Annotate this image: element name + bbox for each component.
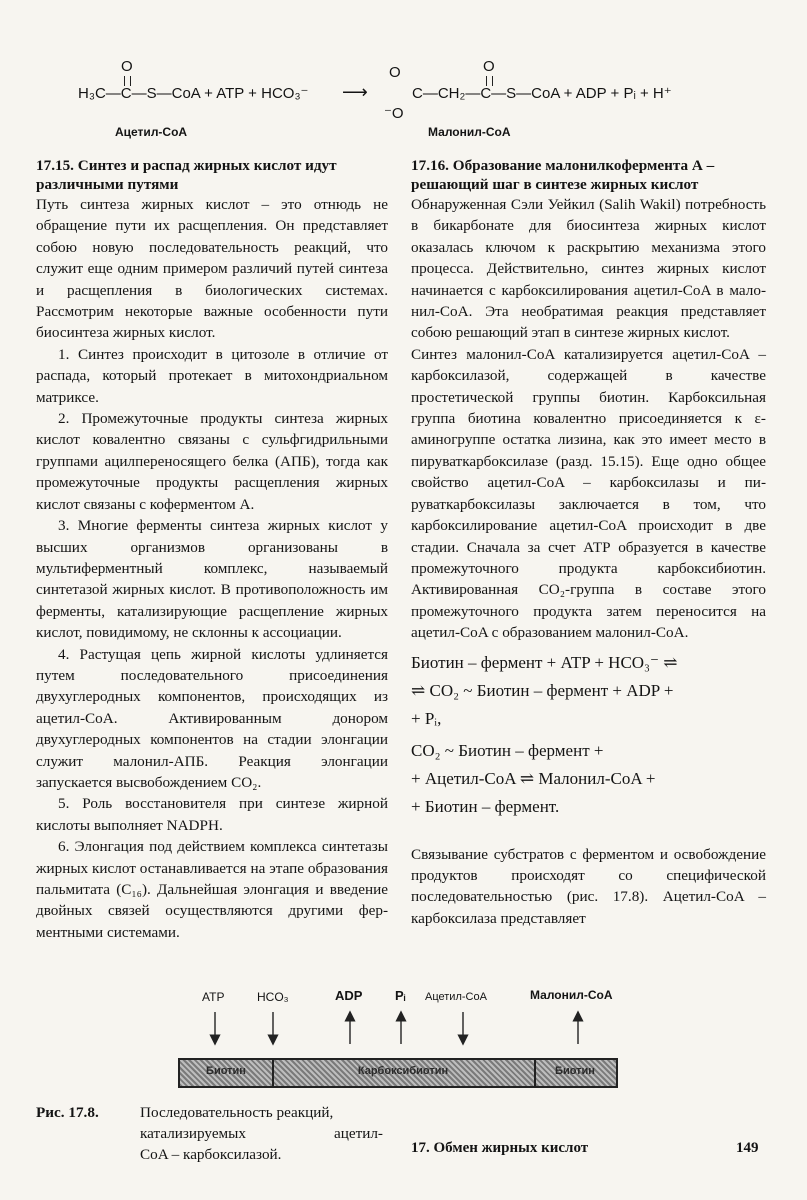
list-item-6: 6. Элонгация под действием комплекса синтетазы жирных кислот останавливается на этапе образования пальмитата (C₁₆). Дальнейшая элонгация и введение двойных связей осуществляются другими ферментными системами. xyxy=(36,838,388,941)
reaction-o-left: O xyxy=(389,64,401,81)
right-paragraph-3: Связывание субстратов с ферментом и освобождение продуктов происходят со специфической последовательностью (рис. 17.8). Ацетил-CoA – карбоксилаза представляет xyxy=(411,845,766,927)
equation-line-3: + Pᵢ, xyxy=(411,708,442,728)
list-item-3: 3. Многие ферменты синтеза жирных кислот у высших организмов организованы в мультиферментный комплекс, называемый синтетазой жирных кислот. В противоположность им ферменты, катализирующие расщепление жирных кислот, повидимому, не склонны к ассоциации. xyxy=(36,517,388,642)
segment-label-biotin-2: Биотин xyxy=(555,1065,595,1077)
scheme-label-malonyl-coa: Малонил-CoA xyxy=(530,988,613,1002)
equation-line-2: ⇌ CO₂ ~ Биотин – фермент + ADP + xyxy=(411,680,674,700)
reaction-o-top-2: O xyxy=(483,58,495,75)
scheme-label-atp: ATP xyxy=(202,990,225,1004)
list-item-1: 1. Синтез происходит в цитозоле в отличие от распада, который протекает в митохондриальном матриксе. xyxy=(36,345,388,406)
figure-caption-line-3: CoA – карбоксилазой. xyxy=(140,1146,282,1163)
page-number: 149 xyxy=(736,1140,759,1156)
reaction-right-side: C—CH₂—C—S—CoA + ADP + Pᵢ + H⁺ xyxy=(412,85,672,102)
reaction-o-top-1: O xyxy=(121,58,133,75)
section-heading-17-16: 17.16. Образование малонилкофермента А – решающий шаг в синтезе жирных кислот xyxy=(411,157,715,193)
list-item-4: 4. Растущая цепь жирной кислоты удлиняется путем последовательного присоединения двухуглеродных компонентов, происходящих из ацетил-CoA. Активированным донором двухуглеродных компонентов на стадии элонгации служит малонил-АПБ. Реакция элонгации запускается высвобождением CO₂. xyxy=(36,645,388,791)
scheme-label-acetyl-coa: Ацетил-CoA xyxy=(425,991,487,1003)
scheme-label-adp: ADP xyxy=(335,988,363,1003)
figure-caption-line-1: Последовательность реакций, xyxy=(140,1104,334,1121)
chapter-footer: 17. Обмен жирных кислот xyxy=(411,1140,589,1156)
label-malonyl-coa: Малонил-CoA xyxy=(428,125,511,139)
figure-caption-label: Рис. 17.8. xyxy=(36,1104,99,1121)
section-heading-17-15: 17.15. Синтез и распад жирных кислот идут различными путями xyxy=(36,157,337,193)
scheme-label-pi: Pᵢ xyxy=(395,988,406,1003)
equation-line-4: CO₂ ~ Биотин – фермент + xyxy=(411,740,604,760)
segment-label-carboxybiotin: Карбоксибиотин xyxy=(357,1065,449,1077)
right-paragraph-1: Обнаруженная Сэли Уейкил (Salih Wakil) потребность в бикарбонате для биосинтеза жирных кислот оказалась ключом к раскрытию механизма этого процесса. Действительно, синтез жирных кислот начинается с карбоксилирования ацетил-CoA в малонил-CoA. Эта необратимая реакция представляет собою решающий этап в синтезе жирных кислот. xyxy=(411,196,766,342)
segment-label-biotin-1: Биотин xyxy=(206,1065,246,1077)
equation-line-5: + Ацетил-CoA ⇌ Малонил-CoA + xyxy=(411,768,656,788)
reaction-arrow: ⟶ xyxy=(342,82,368,102)
reaction-left-side: H₃C—C—S—CoA + ATP + HCO₃⁻ xyxy=(78,85,309,102)
left-intro-paragraph: Путь синтеза жирных кислот – это отнюдь не обращение пути их расщепления. Он представляет собою новую последовательность реакций, что служит еще одним примером различий путей синтеза и расщепления в биологических системах. Рассмотрим некоторые важные особенности пути биосинтеза жирных кислот. xyxy=(36,196,388,342)
list-item-5: 5. Роль восстановителя при синтезе жирной кислоты выполняет NADPH. xyxy=(36,795,388,834)
right-paragraph-2: Синтез малонил-CoA катализируется ацетил-CoA – карбоксилазой, содержащей в качестве простетической группы биотин. Карбоксильная группа биотина ковалентно присоединяется к ε-аминогруппе остатка лизина, как это имеет место в пируваткарбоксилазе (разд. 15.15). Еще одно общее свойство ацетил-CoA – карбоксилазы и пируваткарбоксилазы заключается в том, что карбоксилирование ацетил-CoA происходит в две стадии. Сначала за счет АТР образуется в качестве промежуточного продукта карбоксибиотин. Активированная CO₂-группа в составе этого промежуточного продукта затем переносится на ацетил-CoA с образованием малонил-CoA. xyxy=(411,345,766,642)
segment-biotin-2 xyxy=(534,1060,616,1086)
segment-carboxybiotin xyxy=(272,1060,536,1086)
segment-biotin-1 xyxy=(180,1060,274,1086)
label-acetyl-coa: Ацетил-CoA xyxy=(115,125,188,139)
enzyme-state-bar xyxy=(178,1058,618,1088)
list-item-2: 2. Промежуточные продукты синтеза жирных кислот ковалентно связаны с сульфгидрильными группами ацилпереносящего белка (АПБ), тогда как промежуточные продукты расщепления жирных кислот связаны с коферментом А. xyxy=(36,410,388,513)
equation-line-1: Биотин – фермент + ATP + HCO₃⁻ ⇌ xyxy=(411,652,678,672)
equation-line-6: + Биотин – фермент. xyxy=(411,796,560,816)
scheme-label-hco3: HCO₃ xyxy=(257,990,289,1004)
figure-caption-line-2: катализируемых ацетил- xyxy=(140,1125,383,1142)
reaction-o-minus: ⁻O xyxy=(384,105,404,122)
